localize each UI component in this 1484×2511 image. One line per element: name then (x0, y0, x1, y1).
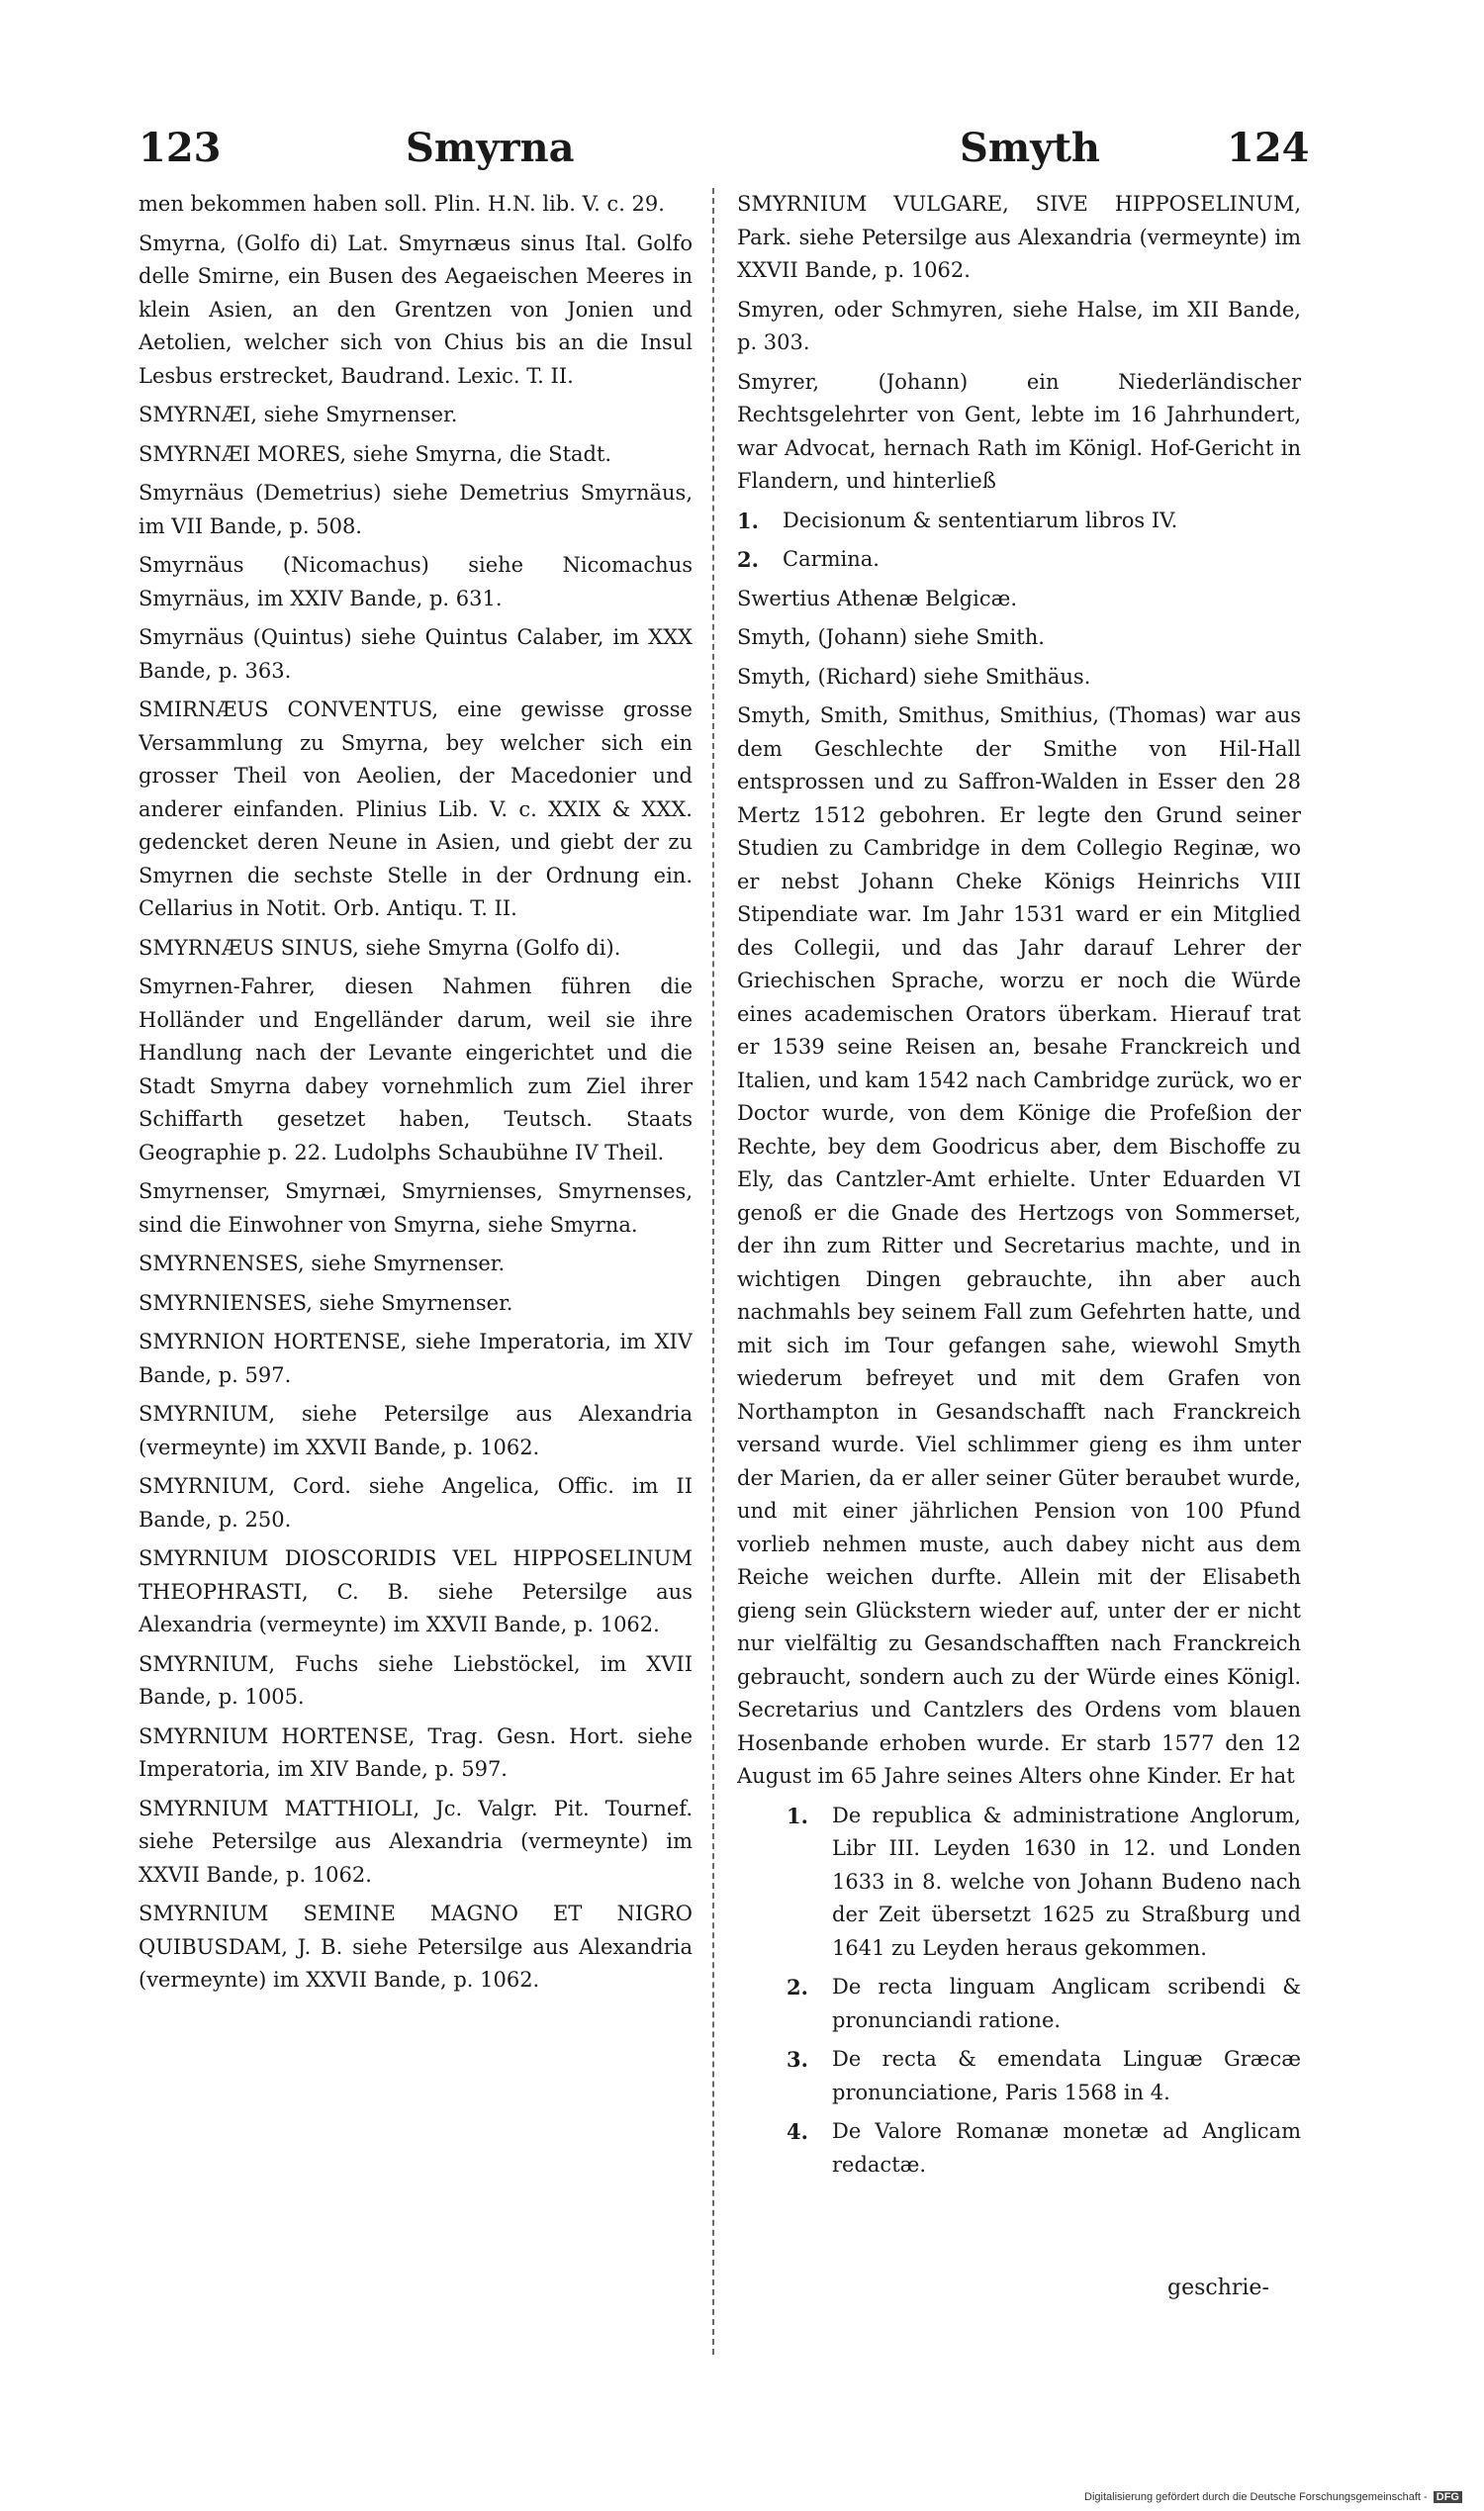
list-text: Decisionum & sententiarum libros IV. (783, 508, 1178, 532)
entry: SMYRNIUM MATTHIOLI, Jc. Valgr. Pit. Tournef. siehe Petersilge aus Alexandria (vermeynte) im XXVII Bande, p. 1062. (139, 1796, 693, 1887)
list-item (787, 2115, 1301, 2182)
list-item (787, 1971, 1301, 2037)
entry: Smyren, oder Schmyren, siehe Halse, im XII Bande, p. 303. (737, 297, 1301, 354)
list-number: 1. (787, 1803, 808, 1828)
entry: men bekommen haben soll. Plin. H.N. lib. V. c. 29. (139, 192, 665, 216)
works-list-smyrer (737, 505, 1301, 577)
footer-text: Digitalisierung gefördert durch die Deutsche Forschungsgemeinschaft - (1084, 2491, 1428, 2503)
entry: SMYRNIUM DIOSCORIDIS VEL HIPPOSELINUM THEOPHRASTI, C. B. siehe Petersilge aus Alexandria (vermeynte) im XXVII Bande, p. 1062. (139, 1546, 693, 1636)
entry: SMYRNIUM, siehe Petersilge aus Alexandria (vermeynte) im XXVII Bande, p. 1062. (139, 1402, 693, 1459)
page-number-left: 123 (139, 125, 222, 171)
list-item (787, 2043, 1301, 2109)
entry: SMYRNENSES, siehe Smyrnenser. (139, 1252, 506, 1275)
entry: SMYRNIUM, Cord. siehe Angelica, Offic. im II Bande, p. 250. (139, 1474, 693, 1532)
entry: Smyth, Smith, Smithus, Smithius, (Thomas) war aus dem Geschlechte der Smithe von Hil-Hall entsprossen und zu Saffron-Walden in Esser den 28 Mertz 1512 gebohren. Er legte den Grund seiner Studien zu Cambridge in dem Collegio Reginæ, wo er nebst Johann Cheke Königs Heinrichs VIII Stipendiate war. Im Jahr 1531 ward er ein Mitglied des Collegii, und das Jahr darauf Lehrer der Griechischen Sprache, worzu er noch die Würde eines academischen Orators überkam. Hierauf trat er 1539 seine Reisen an, besahe Franckreich und Italien, und kam 1542 nach Cambridge zurück, wo er Doctor wurde, von dem Könige die Profeßion der Rechte, bey dem Goodricus aber, dem Bischoffe zu Ely, das Cantzler-Amt erhielte. Unter Eduarden VI genoß er die Gnade des Hertzogs von Sommerset, der ihn zum Ritter und Secretarius machte, und in wichtigen Dingen gebrauchte, ihn aber auch nachmahls bey seinem Fall zum Gefehrten hatte, und mit sich im Tour gefangen sahe, wiewohl Smyth wiederum befreyet und mit dem Grafen von Northampton in Gesandschafft nach Franckreich versand wurde. Viel schlimmer gieng es ihm unter der Marien, da er aller seiner Güter beraubet wurde, und mit einer jährlichen Pension von 100 Pfund vorlieb nehmen muste, auch dabey nicht aus dem Reiche weichen durfte. Allein mit der Elisabeth gieng sein Glückstern wieder auf, unter der er nicht nur vielfältig zu Gesandschafften nach Franckreich gebraucht, sondern auch zu der Würde eines Königl. Secretarius und Cantzlers des Ordens vom blauen Hosenbande erhoben wurde. Er starb 1577 den 12 August im 65 Jahre seines Alters ohne Kinder. Er hat (737, 703, 1301, 1788)
entry: SMYRNÆI, siehe Smyrnenser. (139, 403, 458, 426)
entry: Smyrer, (Johann) ein Niederländischer Rechtsgelehrter von Gent, lebte im 16 Jahrhundert, war Advocat, hernach Rath im Königl. Hof-Gericht in Flandern, und hinterließ (737, 369, 1301, 493)
list-text: Carmina. (783, 547, 880, 571)
works-list-smyth (737, 1800, 1301, 2183)
list-number: 3. (787, 2047, 808, 2072)
list-text: De recta linguam Anglicam scribendi & pronunciandi ratione. (832, 1975, 1301, 2032)
entry: Smyth, (Richard) siehe Smithäus. (737, 664, 1091, 689)
entry: SMYRNÆI MORES, siehe Smyrna, die Stadt. (139, 441, 612, 466)
entry: Smyth, (Johann) siehe Smith. (737, 625, 1045, 649)
entry: Smyrna, (Golfo di) Lat. Smyrnæus sinus Ital. Golfo delle Smirne, ein Busen des Aegaeischen Meeres in klein Asien, an den Grentzen von Jonien und Aetolien, welcher sich von Chius bis an die Insul Lesbus erstrecket, Baudrand. Lexic. T. II. (139, 231, 693, 388)
book-page (129, 119, 1310, 2414)
list-item (737, 543, 1301, 577)
entry: SMYRNIUM VULGARE, SIVE HIPPOSELINUM, Park. siehe Petersilge aus Alexandria (vermeynte) im XXVII Bande, p. 1062. (737, 192, 1301, 282)
entry: Smyrnäus (Nicomachus) siehe Nicomachus Smyrnäus, im XXIV Bande, p. 631. (139, 553, 693, 610)
entry: Smyrnäus (Quintus) siehe Quintus Calaber, im XXX Bande, p. 363. (139, 625, 693, 683)
running-title-right: Smyth (960, 125, 1101, 171)
list-item (787, 1800, 1301, 1966)
list-number: 1. (737, 508, 759, 533)
entry: Smyrnenser, Smyrnæi, Smyrnienses, Smyrnenses, sind die Einwohner von Smyrna, siehe Smyrna. (139, 1179, 693, 1237)
entry: SMIRNÆUS CONVENTUS, eine gewisse grosse Versammlung zu Smyrna, bey welcher sich ein grosser Theil von Aeolien, der Macedonier und anderer einfanden. Plinius Lib. V. c. XXIX & XXX. gedencket deren Neune in Asien, und giebt der zu Smyrnen die sechste Stelle in der Ordnung ein. Cellarius in Notit. Orb. Antiqu. T. II. (139, 698, 693, 920)
entry: SMYRNIUM, Fuchs siehe Liebstöckel, im XVII Bande, p. 1005. (139, 1651, 693, 1709)
catchword: geschrie- (1167, 2276, 1269, 2300)
entry: Smyrnen-Fahrer, diesen Nahmen führen die Holländer und Engelländer darum, weil sie ihre Handlung nach der Levante eingerichtet und die Stadt Smyrna dabey vornehmlich zum Ziel ihrer Schiffarth gesetzet haben, Teutsch. Staats Geographie p. 22. Ludolphs Schaubühne IV Theil. (139, 975, 693, 1164)
list-number: 4. (787, 2119, 808, 2144)
list-number: 2. (737, 547, 759, 572)
entry: Smyrnäus (Demetrius) siehe Demetrius Smyrnäus, im VII Bande, p. 508. (139, 481, 693, 538)
entry: SMYRNIUM HORTENSE, Trag. Gesn. Hort. siehe Imperatoria, im XIV Bande, p. 597. (139, 1723, 693, 1781)
entry: SMYRNIENSES, siehe Smyrnenser. (139, 1290, 513, 1315)
right-column (737, 188, 1301, 2394)
entry: Swertius Athenæ Belgicæ. (737, 586, 1017, 610)
running-title-left: Smyrna (406, 125, 575, 171)
left-column (139, 188, 693, 2394)
list-item (737, 505, 1301, 538)
page-header (129, 119, 1310, 178)
dfg-logo: DFG (1434, 2491, 1462, 2503)
entry: SMYRNION HORTENSE, siehe Imperatoria, im XIV Bande, p. 597. (139, 1330, 693, 1387)
digitization-footer (1084, 2491, 1462, 2503)
list-text: De recta & emendata Linguæ Græcæ pronunciatione, Paris 1568 in 4. (832, 2047, 1301, 2104)
entry: SMYRNÆUS SINUS, siehe Smyrna (Golfo di). (139, 935, 621, 960)
page-number-right: 124 (1227, 125, 1310, 171)
list-number: 2. (787, 1975, 808, 2000)
list-text: De Valore Romanæ monetæ ad Anglicam redactæ. (832, 2119, 1301, 2177)
list-text: De republica & administratione Anglorum, Libr III. Leyden 1630 in 12. und Londen 1633 in 8. welche von Johann Budeno nach der Zeit übersetzt 1625 zu Straßburg und 1641 zu Leyden heraus gekommen. (832, 1803, 1301, 1960)
entry: SMYRNIUM SEMINE MAGNO ET NIGRO QUIBUSDAM, J. B. siehe Petersilge aus Alexandria (vermeynte) im XXVII Bande, p. 1062. (139, 1902, 693, 1992)
column-divider (712, 188, 714, 2355)
